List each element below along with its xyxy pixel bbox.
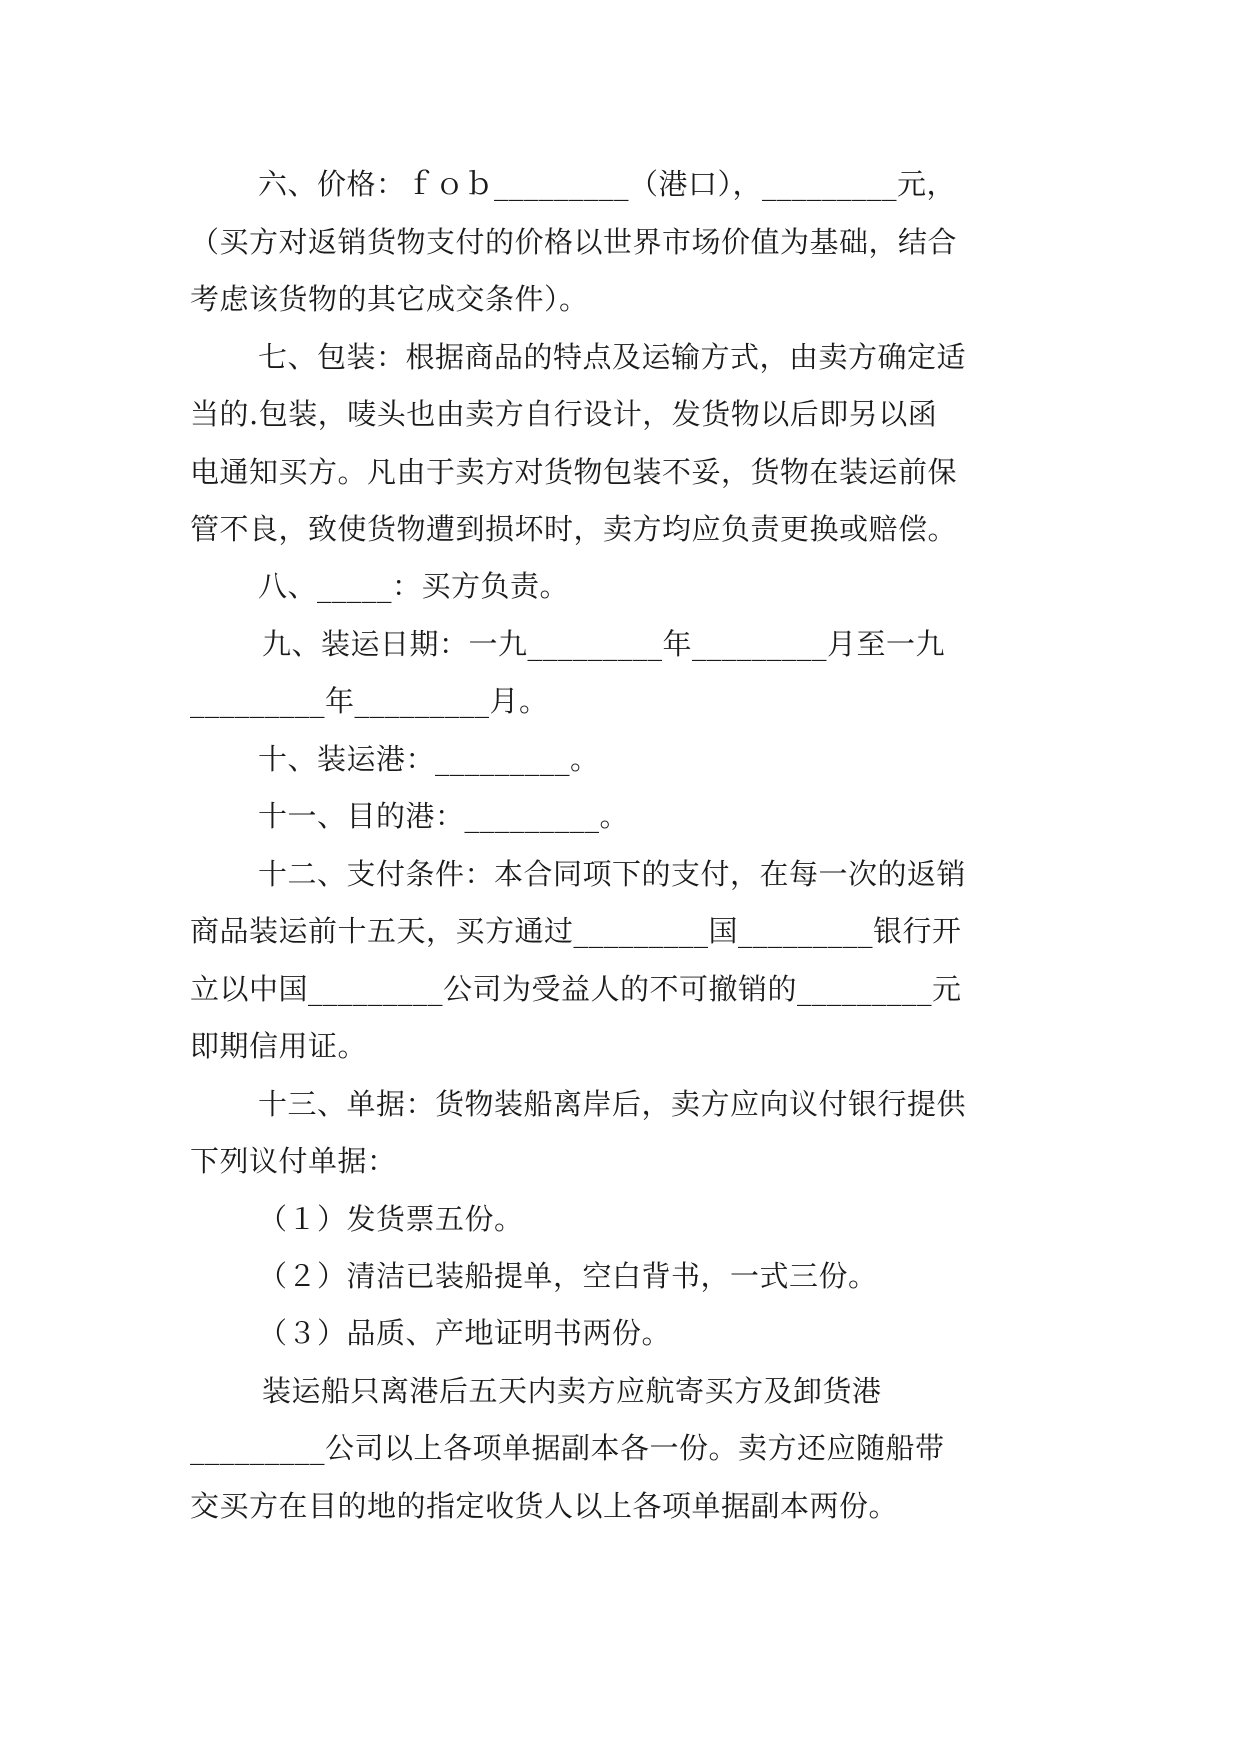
clause-12-payment: 十二、支付条件：本合同项下的支付，在每一次的返销 — [258, 857, 967, 891]
clause-6-price-cont-1: （买方对返销货物支付的价格以世界市场价值为基础，结合 — [190, 225, 958, 259]
clause-12-payment-cont-3: 即期信用证。 — [190, 1029, 368, 1063]
clause-7-packing-cont-3: 管不良，致使货物遭到损坏时，卖方均应负责更换或赔偿。 — [190, 512, 958, 546]
document-item-3: （３）品质、产地证明书两份。 — [258, 1316, 672, 1350]
clause-9-shipment-date-cont: _________年_________月。 — [190, 684, 549, 718]
clause-11-destination-port: 十一、目的港：_________。 — [258, 799, 630, 833]
clause-6-price-cont-2: 考虑该货物的其它成交条件）。 — [190, 282, 589, 316]
clause-13-documents-cont: 下列议付单据： — [190, 1144, 397, 1178]
clause-8: 八、_____：买方负责。 — [258, 569, 570, 603]
shipping-notice: 装运船只离港后五天内卖方应航寄买方及卸货港 — [262, 1374, 882, 1408]
clause-10-port-of-loading: 十、装运港：_________。 — [258, 742, 600, 776]
clause-12-payment-cont-2: 立以中国_________公司为受益人的不可撤销的_________元 — [190, 972, 962, 1006]
clause-9-shipment-date: 九、装运日期：一九_________年_________月至一九 — [262, 627, 946, 661]
clause-13-documents: 十三、单据：货物装船离岸后，卖方应向议付银行提供 — [258, 1087, 967, 1121]
clause-12-payment-cont-1: 商品装运前十五天，买方通过_________国_________银行开 — [190, 914, 962, 948]
shipping-notice-cont-1: _________公司以上各项单据副本各一份。卖方还应随船带 — [190, 1431, 945, 1465]
clause-7-packing-cont-1: 当的.包装，唛头也由卖方自行设计，发货物以后即另以函 — [190, 397, 938, 431]
clause-7-packing-cont-2: 电通知买方。凡由于卖方对货物包装不妥，货物在装运前保 — [190, 455, 958, 489]
clause-7-packing: 七、包装：根据商品的特点及运输方式，由卖方确定适 — [258, 340, 967, 374]
clause-6-price: 六、价格：ｆｏｂ_________（港口），_________元， — [258, 167, 957, 201]
document-item-2: （２）清洁已装船提单，空白背书，一式三份。 — [258, 1259, 878, 1293]
shipping-notice-cont-2: 交买方在目的地的指定收货人以上各项单据副本两份。 — [190, 1489, 899, 1523]
document-item-1: （１）发货票五份。 — [258, 1202, 524, 1236]
